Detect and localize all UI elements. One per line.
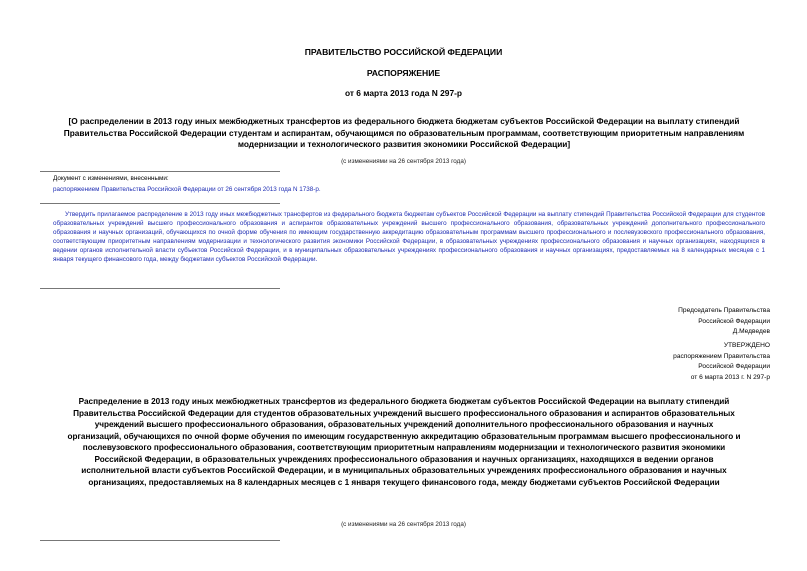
signature-position: Председатель Правительства [678, 307, 770, 314]
distribution-title-line: исполнительной власти субъектов Российской Федерации, и в муниципальных образовательных учреждениях профессионального образования и научных [81, 466, 727, 475]
distribution-title-line: Российской Федерации, в образовательных учреждениях профессионального образования и научных организациях, находящихся в ведении органов [94, 454, 714, 464]
doc-date-number: от 6 марта 2013 года N 297-р [344, 88, 463, 98]
document-title [44, 116, 764, 151]
edition-note: (с изменениями на 26 сентября 2013 года) [341, 158, 466, 165]
title-line: [О распределении в 2013 году иных межбюджетных трансфертов из федерального бюджета бюджетам субъектов Российской Федерации на выплату стипендий [68, 116, 740, 126]
distribution-title-line: Правительства Российской Федерации для студентов образовательных учреждений высшего профессионального образования и аспирантов образовательных [73, 408, 735, 418]
signature-name: Д.Медведев [732, 328, 770, 335]
changes-label: Документ с изменениями, внесенными: [53, 175, 169, 182]
approval-country: Российской Федерации [698, 363, 770, 370]
distribution-title-line: организациях, предоставляемых на 8 календарных месяцев с 1 января текущего финансового года, между бюджетами субъектов Российской Федерации [88, 477, 720, 487]
title-line: модернизации и технологического развития экономики Российской Федерации] [237, 139, 571, 149]
org-heading: ПРАВИТЕЛЬСТВО РОССИЙСКОЙ ФЕДЕРАЦИИ [304, 47, 503, 57]
distribution-title-line: организаций, обучающихся по очной форме обучения по имеющим государственную аккредитацию образовательным программам высшего профессионального и [67, 431, 741, 441]
title-line: Правительства Российской Федерации студентам и аспирантам, обучающимся по образовательным программам, соответствующим приоритетным направлениям [63, 127, 745, 138]
edition-note-2: (с изменениями на 26 сентября 2013 года) [341, 521, 466, 528]
changes-link[interactable]: распоряжением Правительства Российской Федерации от 26 сентября 2013 года N 1738-р. [53, 186, 321, 193]
body-paragraph[interactable]: Утвердить прилагаемое распределение в 2013 году иных межбюджетных трансфертов из федерального бюджета бюджетам субъектов Российской Федерации на выплату стипендий Правительства Российской Федерации для студентов образовательных учреждений высшего профессионального образования и аспирантов образовательных учреждений высшего профессионального образования, образовательных учреждений дополнительного профессионального образования и научных организаций, обучающихся по очной форме обучения по имеющим государственную аккредитацию образовательным программам высшего профессионального и послевузовского профессионального образования, соответствующим приоритетным направлениям модернизации и технологического развития экономики Российской Федерации, в образовательных учреждениях профессионального образования и научных организациях, находящихся в ведении органов исполнительной власти субъектов Российской Федерации, и в муниципальных образовательных учреждениях профессионального образования и научных организациях, предоставляемых на 8 календарных месяцев с 1 января текущего финансового года, между бюджетами субъектов Российской Федерации. [53, 211, 765, 263]
approval-block [673, 341, 770, 383]
signature-country: Российской Федерации [698, 317, 770, 325]
divider [40, 540, 280, 541]
distribution-title [34, 396, 774, 488]
divider [40, 171, 280, 172]
divider [40, 203, 280, 204]
approval-date: от 6 марта 2013 г. N 297-р [690, 373, 770, 381]
distribution-title-line: Распределение в 2013 году иных межбюджетных трансфертов из федерального бюджета бюджетам субъектов Российской Федерации на выплату стипендий [78, 397, 730, 406]
signature-block [678, 306, 770, 338]
divider [40, 288, 280, 289]
doc-type-heading: РАСПОРЯЖЕНИЕ [366, 68, 441, 78]
distribution-title-line: учреждений высшего профессионального образования, образовательных учреждений дополнительного профессионального образования и научных [94, 420, 714, 429]
approval-stamp: УТВЕРЖДЕНО [723, 342, 770, 349]
approval-by: распоряжением Правительства [673, 352, 770, 360]
distribution-title-line: послевузовского профессионального образования, соответствующим приоритетным направлениям модернизации и технологического развития экономики [82, 443, 726, 452]
